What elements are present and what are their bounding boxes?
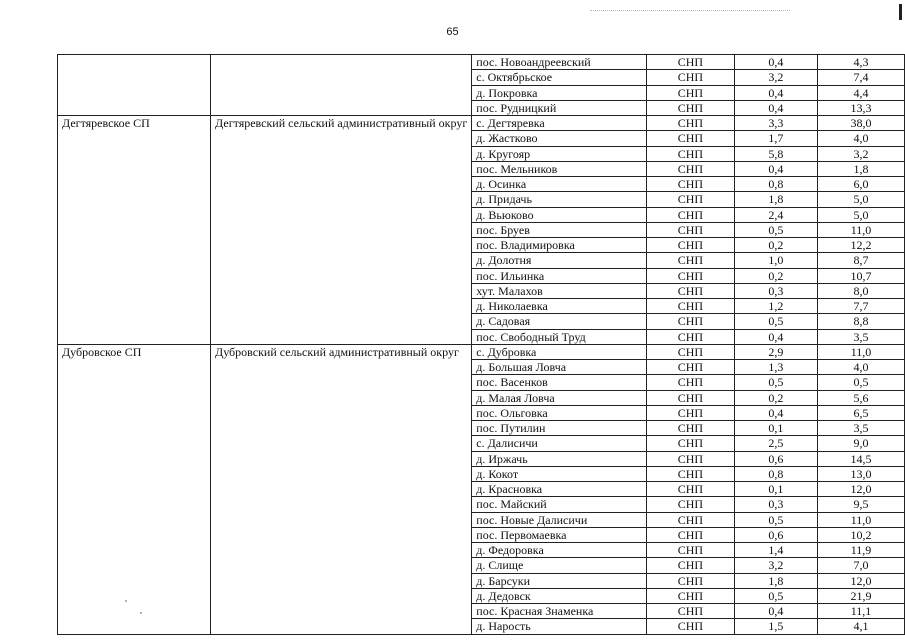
settlement-type-cell: СНП [647, 466, 735, 481]
settlement-name-cell: пос. Васенков [472, 375, 647, 390]
settlement-type-cell: СНП [647, 375, 735, 390]
value-2-cell: 11,1 [818, 604, 905, 619]
settlement-name-cell: с. Дегтяревка [472, 116, 647, 131]
settlement-name-cell: пос. Ильинка [472, 268, 647, 283]
value-1-cell: 0,5 [734, 512, 817, 527]
value-1-cell: 1,8 [734, 573, 817, 588]
value-1-cell: 0,8 [734, 466, 817, 481]
settlement-type-cell: СНП [647, 604, 735, 619]
settlement-name-cell: д. Николаевка [472, 299, 647, 314]
value-1-cell: 1,8 [734, 192, 817, 207]
settlement-name-cell: пос. Майский [472, 497, 647, 512]
value-1-cell: 1,7 [734, 131, 817, 146]
settlement-name-cell: с. Октябрьское [472, 70, 647, 85]
value-2-cell: 10,7 [818, 268, 905, 283]
settlement-type-cell: СНП [647, 222, 735, 237]
value-1-cell: 1,0 [734, 253, 817, 268]
settlement-type-cell: СНП [647, 497, 735, 512]
value-2-cell: 8,7 [818, 253, 905, 268]
settlement-name-cell: пос. Свободный Труд [472, 329, 647, 344]
value-2-cell: 0,5 [818, 375, 905, 390]
value-1-cell: 1,3 [734, 360, 817, 375]
value-2-cell: 12,0 [818, 482, 905, 497]
settlement-name-cell: с. Дубровка [472, 344, 647, 359]
settlement-name-cell: д. Федоровка [472, 543, 647, 558]
settlement-type-cell: СНП [647, 390, 735, 405]
settlement-type-cell: СНП [647, 421, 735, 436]
value-2-cell: 4,0 [818, 360, 905, 375]
settlement-name-cell: д. Осинка [472, 177, 647, 192]
value-2-cell: 5,0 [818, 192, 905, 207]
settlement-type-cell: СНП [647, 70, 735, 85]
settlements-table-body [58, 55, 905, 635]
settlement-type-cell: СНП [647, 329, 735, 344]
settlement-name-cell: пос. Мельников [472, 161, 647, 176]
settlement-type-cell: СНП [647, 558, 735, 573]
value-2-cell: 21,9 [818, 588, 905, 603]
value-1-cell: 0,5 [734, 314, 817, 329]
value-1-cell: 0,3 [734, 497, 817, 512]
value-2-cell: 5,0 [818, 207, 905, 222]
value-1-cell: 0,4 [734, 100, 817, 115]
value-2-cell: 11,0 [818, 344, 905, 359]
value-2-cell: 12,0 [818, 573, 905, 588]
settlement-type-cell: СНП [647, 451, 735, 466]
value-1-cell: 5,8 [734, 146, 817, 161]
settlement-name-cell: д. Иржачь [472, 451, 647, 466]
value-2-cell: 13,0 [818, 466, 905, 481]
value-2-cell: 10,2 [818, 527, 905, 542]
settlement-type-cell: СНП [647, 177, 735, 192]
value-2-cell: 4,3 [818, 55, 905, 70]
value-2-cell: 1,8 [818, 161, 905, 176]
value-1-cell: 2,9 [734, 344, 817, 359]
settlement-type-cell: СНП [647, 85, 735, 100]
settlement-type-cell: СНП [647, 146, 735, 161]
settlement-type-cell: СНП [647, 192, 735, 207]
settlement-name-cell: д. Долотня [472, 253, 647, 268]
value-2-cell: 3,5 [818, 329, 905, 344]
settlement-type-cell: СНП [647, 512, 735, 527]
value-2-cell: 14,5 [818, 451, 905, 466]
administrative-district-cell: Дегтяревский сельский административный округ [211, 116, 472, 345]
value-1-cell: 0,5 [734, 375, 817, 390]
settlement-type-cell: СНП [647, 238, 735, 253]
value-2-cell: 5,6 [818, 390, 905, 405]
value-2-cell: 7,4 [818, 70, 905, 85]
settlement-name-cell: д. Садовая [472, 314, 647, 329]
value-2-cell: 7,0 [818, 558, 905, 573]
value-2-cell: 7,7 [818, 299, 905, 314]
settlement-type-cell: СНП [647, 161, 735, 176]
table-row [58, 116, 905, 131]
value-1-cell: 0,6 [734, 527, 817, 542]
settlement-type-cell: СНП [647, 527, 735, 542]
settlement-type-cell: СНП [647, 100, 735, 115]
settlement-type-cell: СНП [647, 344, 735, 359]
value-2-cell: 11,0 [818, 222, 905, 237]
settlement-name-cell: пос. Новые Далисичи [472, 512, 647, 527]
settlement-name-cell: д. Кокот [472, 466, 647, 481]
value-2-cell: 8,8 [818, 314, 905, 329]
settlement-type-cell: СНП [647, 619, 735, 634]
settlement-type-cell: СНП [647, 116, 735, 131]
table-row [58, 55, 905, 70]
administrative-district-cell [211, 55, 472, 116]
value-2-cell: 4,1 [818, 619, 905, 634]
value-1-cell: 0,3 [734, 283, 817, 298]
settlement-name-cell: д. Малая Ловча [472, 390, 647, 405]
value-1-cell: 2,4 [734, 207, 817, 222]
value-2-cell: 6,0 [818, 177, 905, 192]
settlement-name-cell: пос. Бруев [472, 222, 647, 237]
settlement-name-cell: д. Дедовск [472, 588, 647, 603]
settlement-name-cell: пос. Путилин [472, 421, 647, 436]
settlement-type-cell: СНП [647, 436, 735, 451]
value-2-cell: 11,0 [818, 512, 905, 527]
value-1-cell: 0,4 [734, 604, 817, 619]
value-2-cell: 4,0 [818, 131, 905, 146]
settlement-name-cell: с. Далисичи [472, 436, 647, 451]
value-1-cell: 0,8 [734, 177, 817, 192]
settlement-name-cell: д. Жастково [472, 131, 647, 146]
value-1-cell: 0,2 [734, 238, 817, 253]
value-2-cell: 4,4 [818, 85, 905, 100]
settlement-type-cell: СНП [647, 131, 735, 146]
settlement-type-cell: СНП [647, 207, 735, 222]
settlements-table [57, 54, 905, 635]
value-1-cell: 2,5 [734, 436, 817, 451]
settlement-type-cell: СНП [647, 588, 735, 603]
scan-noise [590, 10, 790, 13]
settlement-name-cell: д. Большая Ловча [472, 360, 647, 375]
value-1-cell: 1,2 [734, 299, 817, 314]
scan-edge-mark [899, 4, 902, 20]
value-1-cell: 0,4 [734, 329, 817, 344]
rural-settlement-cell: Дубровское СП [58, 344, 211, 634]
settlement-name-cell: д. Красновка [472, 482, 647, 497]
settlement-type-cell: СНП [647, 573, 735, 588]
value-1-cell: 0,1 [734, 482, 817, 497]
value-2-cell: 13,3 [818, 100, 905, 115]
value-1-cell: 0,5 [734, 588, 817, 603]
administrative-district-cell: Дубровский сельский административный округ [211, 344, 472, 634]
rural-settlement-cell [58, 55, 211, 116]
value-1-cell: 0,4 [734, 55, 817, 70]
value-2-cell: 9,0 [818, 436, 905, 451]
settlement-type-cell: СНП [647, 360, 735, 375]
value-1-cell: 3,2 [734, 558, 817, 573]
value-2-cell: 3,5 [818, 421, 905, 436]
settlement-type-cell: СНП [647, 253, 735, 268]
value-1-cell: 0,1 [734, 421, 817, 436]
value-1-cell: 0,2 [734, 390, 817, 405]
value-1-cell: 0,4 [734, 161, 817, 176]
value-2-cell: 9,5 [818, 497, 905, 512]
settlement-name-cell: д. Придачь [472, 192, 647, 207]
settlement-name-cell: д. Кругояр [472, 146, 647, 161]
value-2-cell: 3,2 [818, 146, 905, 161]
value-1-cell: 1,5 [734, 619, 817, 634]
settlement-type-cell: СНП [647, 299, 735, 314]
settlement-type-cell: СНП [647, 314, 735, 329]
settlement-type-cell: СНП [647, 283, 735, 298]
settlement-type-cell: СНП [647, 405, 735, 420]
value-1-cell: 0,4 [734, 85, 817, 100]
settlement-name-cell: пос. Новоандреевский [472, 55, 647, 70]
page-number: 65 [446, 26, 459, 38]
value-2-cell: 12,2 [818, 238, 905, 253]
settlement-name-cell: пос. Владимировка [472, 238, 647, 253]
table-row [58, 344, 905, 359]
settlement-name-cell: пос. Красная Знаменка [472, 604, 647, 619]
settlement-type-cell: СНП [647, 268, 735, 283]
settlement-name-cell: д. Покровка [472, 85, 647, 100]
value-2-cell: 38,0 [818, 116, 905, 131]
settlement-name-cell: хут. Малахов [472, 283, 647, 298]
settlement-type-cell: СНП [647, 55, 735, 70]
settlement-name-cell: д. Вьюково [472, 207, 647, 222]
value-2-cell: 6,5 [818, 405, 905, 420]
settlement-name-cell: д. Барсуки [472, 573, 647, 588]
value-2-cell: 8,0 [818, 283, 905, 298]
rural-settlement-cell: Дегтяревское СП [58, 116, 211, 345]
settlement-type-cell: СНП [647, 482, 735, 497]
settlement-name-cell: пос. Ольговка [472, 405, 647, 420]
value-1-cell: 1,4 [734, 543, 817, 558]
settlement-name-cell: д. Слище [472, 558, 647, 573]
value-1-cell: 3,3 [734, 116, 817, 131]
settlement-name-cell: пос. Рудницкий [472, 100, 647, 115]
value-2-cell: 11,9 [818, 543, 905, 558]
value-1-cell: 0,2 [734, 268, 817, 283]
value-1-cell: 0,4 [734, 405, 817, 420]
settlement-type-cell: СНП [647, 543, 735, 558]
settlement-name-cell: д. Нарость [472, 619, 647, 634]
settlement-name-cell: пос. Первомаевка [472, 527, 647, 542]
value-1-cell: 3,2 [734, 70, 817, 85]
value-1-cell: 0,5 [734, 222, 817, 237]
value-1-cell: 0,6 [734, 451, 817, 466]
